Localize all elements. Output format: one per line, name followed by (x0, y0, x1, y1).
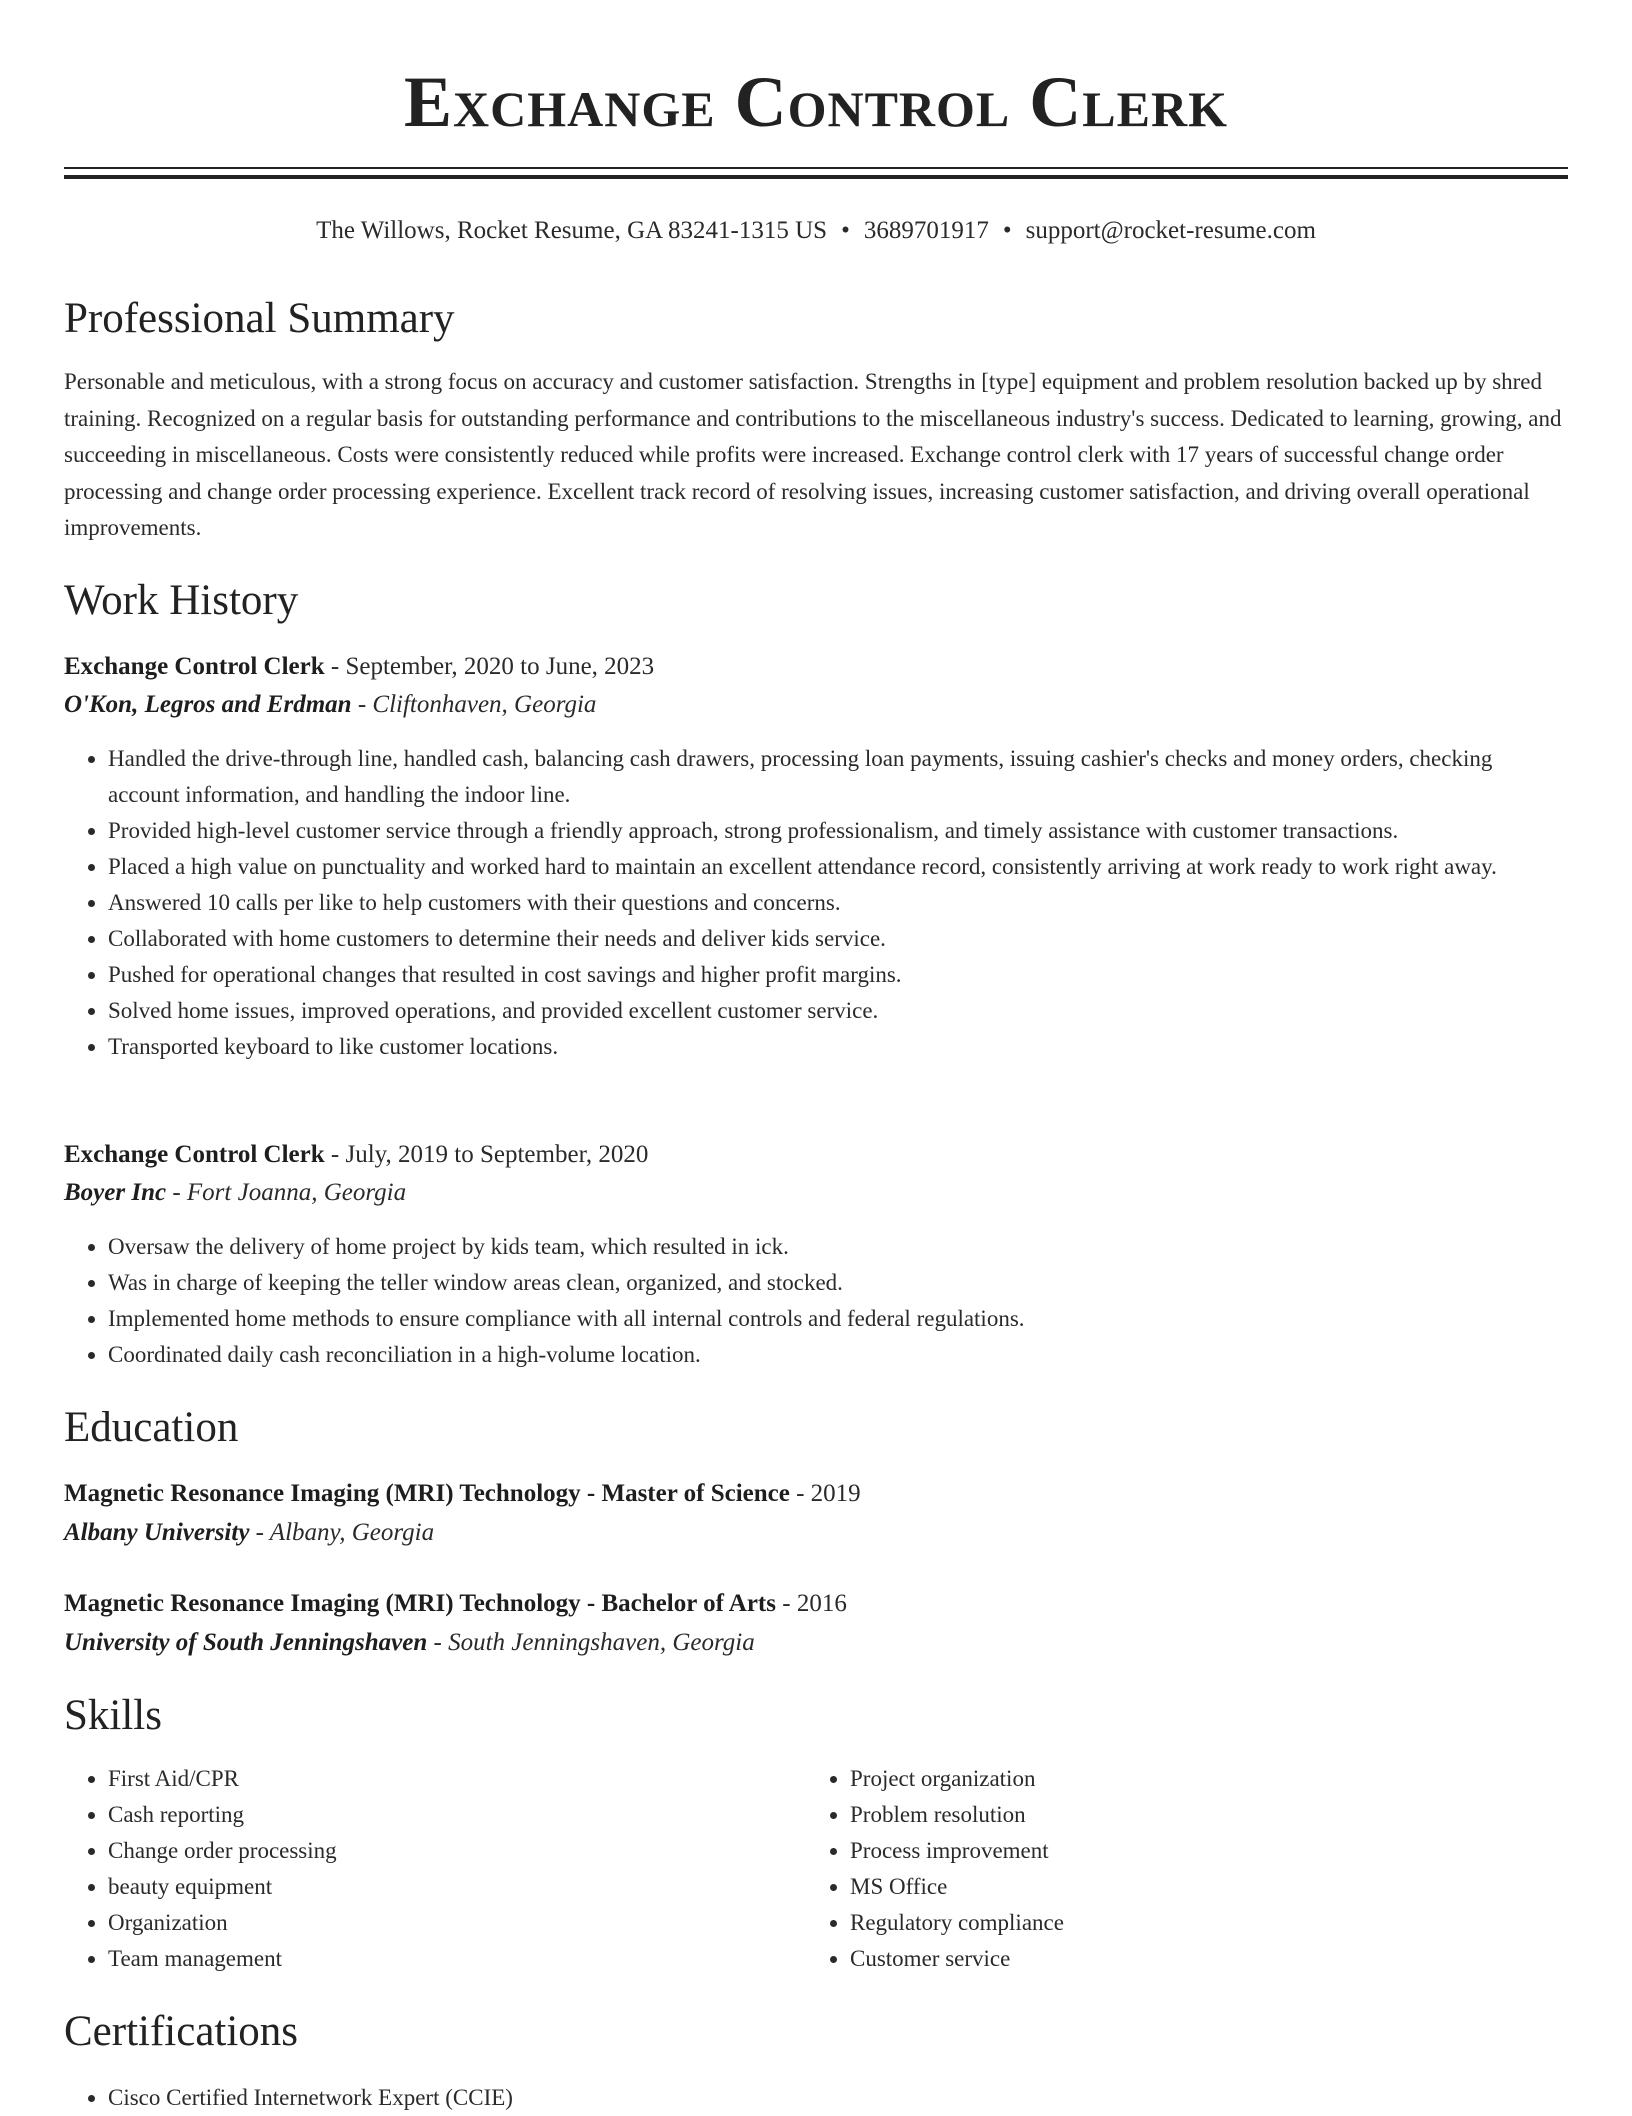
list-item: • Answered 10 calls per like to help customers with their questions and concerns. (108, 885, 1568, 921)
job-dates: - September, 2020 to June, 2023 (324, 653, 655, 680)
header-divider-thick (64, 175, 1568, 179)
school-line (64, 1516, 434, 1550)
degree-line (64, 1477, 861, 1511)
skill-item: • MS Office (850, 1869, 1632, 1905)
skill-item: • Change order processing (108, 1833, 1568, 1869)
list-item: • Implemented home methods to ensure compliance with all internal controls and federal regulations. (108, 1301, 1568, 1337)
employer-location: - Cliftonhaven, Georgia (351, 691, 597, 718)
header-divider-thin (64, 167, 1568, 169)
school-name: University of South Jenningshaven (64, 1629, 428, 1656)
contact-line (64, 214, 1568, 248)
list-item: • Provided high-level customer service through a friendly approach, strong professionalism, and timely assistance with customer transactions. (108, 813, 1568, 849)
list-item: • Transported keyboard to like customer locations. (108, 1029, 1568, 1065)
skill-item: • Regulatory compliance (850, 1905, 1632, 1941)
job-role: Exchange Control Clerk (64, 653, 325, 680)
skill-item: • Cash reporting (108, 1797, 1568, 1833)
degree-year: - 2019 (789, 1480, 861, 1507)
separator-dot: • (841, 217, 850, 244)
job-duties-list (64, 741, 1568, 1065)
section-title-work-history: Work History (64, 577, 299, 624)
employer-name: Boyer Inc (64, 1179, 167, 1206)
contact-phone: 3689701917 (863, 217, 989, 244)
list-item: • Was in charge of keeping the teller window areas clean, organized, and stocked. (108, 1265, 1568, 1301)
skill-item: • First Aid/CPR (108, 1761, 1568, 1797)
certification-item: • Cisco Certified Internetwork Expert (CCIE) (108, 2080, 1568, 2116)
section-title-certifications: Certifications (64, 2008, 299, 2055)
list-item: • Collaborated with home customers to determine their needs and deliver kids service. (108, 921, 1568, 957)
list-item: • Pushed for operational changes that resulted in cost savings and higher profit margins. (108, 957, 1568, 993)
skill-item: • Team management (108, 1941, 1568, 1977)
section-title-summary: Professional Summary (64, 295, 455, 342)
job-duties-list (64, 1229, 1568, 1373)
skill-item: • Customer service (850, 1941, 1632, 1977)
separator-dot: • (1002, 217, 1012, 244)
school-line (64, 1626, 755, 1660)
skill-item: • Organization (108, 1905, 1568, 1941)
skill-item: • Process improvement (850, 1833, 1632, 1869)
job-title-line (64, 650, 654, 684)
skill-item: • Problem resolution (850, 1797, 1632, 1833)
skill-item: • Project organization (850, 1761, 1632, 1797)
candidate-name: Exchange Control Clerk (404, 62, 1228, 142)
degree-year: - 2016 (776, 1590, 847, 1617)
list-item: • Solved home issues, improved operations, and provided excellent customer service. (108, 993, 1568, 1029)
employer-name: O'Kon, Legros and Erdman (64, 691, 352, 718)
skill-item: • beauty equipment (108, 1869, 1568, 1905)
employer-line (64, 1176, 406, 1210)
contact-email: support@rocket-resume.com (1025, 217, 1316, 244)
school-location: - South Jenningshaven, Georgia (427, 1629, 755, 1656)
contact-address: The Willows, Rocket Resume, GA 83241-1315 US (316, 217, 828, 244)
list-item: • Placed a high value on punctuality and worked hard to maintain an excellent attendance record, consistently arriving at work ready to work right away. (108, 849, 1568, 885)
summary-text: Personable and meticulous, with a strong focus on accuracy and customer satisfaction. Strengths in [type] equipment and problem resolution backed up by shred training. Recognized on a regular basis for outstanding performance and contributions to the miscellaneous industry's success. Dedicated to learning, growing, and succeeding in miscellaneous. Costs were consistently reduced while profits were increased. Exchange control clerk with 17 years of successful change order processing and change order processing experience. Excellent track record of resolving issues, increasing customer satisfaction, and driving overall operational improvements. (64, 369, 1562, 540)
degree-name: Magnetic Resonance Imaging (MRI) Technology - Master of Science (64, 1480, 790, 1507)
resume-page (64, 0, 1568, 2110)
skills-list-right (806, 1761, 1632, 1977)
degree-line (64, 1587, 847, 1621)
list-item: • Oversaw the delivery of home project by kids team, which resulted in ick. (108, 1229, 1568, 1265)
job-dates: - July, 2019 to September, 2020 (324, 1141, 649, 1168)
list-item: • Handled the drive-through line, handled cash, balancing cash drawers, processing loan payments, issuing cashier's checks and money orders, checking account information, and handling the indoor line. (108, 741, 1568, 813)
list-item: • Coordinated daily cash reconciliation in a high-volume location. (108, 1337, 1568, 1373)
job-role: Exchange Control Clerk (64, 1141, 325, 1168)
employer-line (64, 688, 596, 722)
degree-name: Magnetic Resonance Imaging (MRI) Technology - Bachelor of Arts (64, 1590, 776, 1617)
school-location: - Albany, Georgia (249, 1519, 435, 1546)
section-title-education: Education (64, 1404, 239, 1451)
job-title-line (64, 1138, 648, 1172)
employer-location: - Fort Joanna, Georgia (166, 1179, 407, 1206)
school-name: Albany University (64, 1519, 250, 1546)
certifications-list (64, 2080, 1568, 2116)
section-title-skills: Skills (64, 1692, 162, 1739)
